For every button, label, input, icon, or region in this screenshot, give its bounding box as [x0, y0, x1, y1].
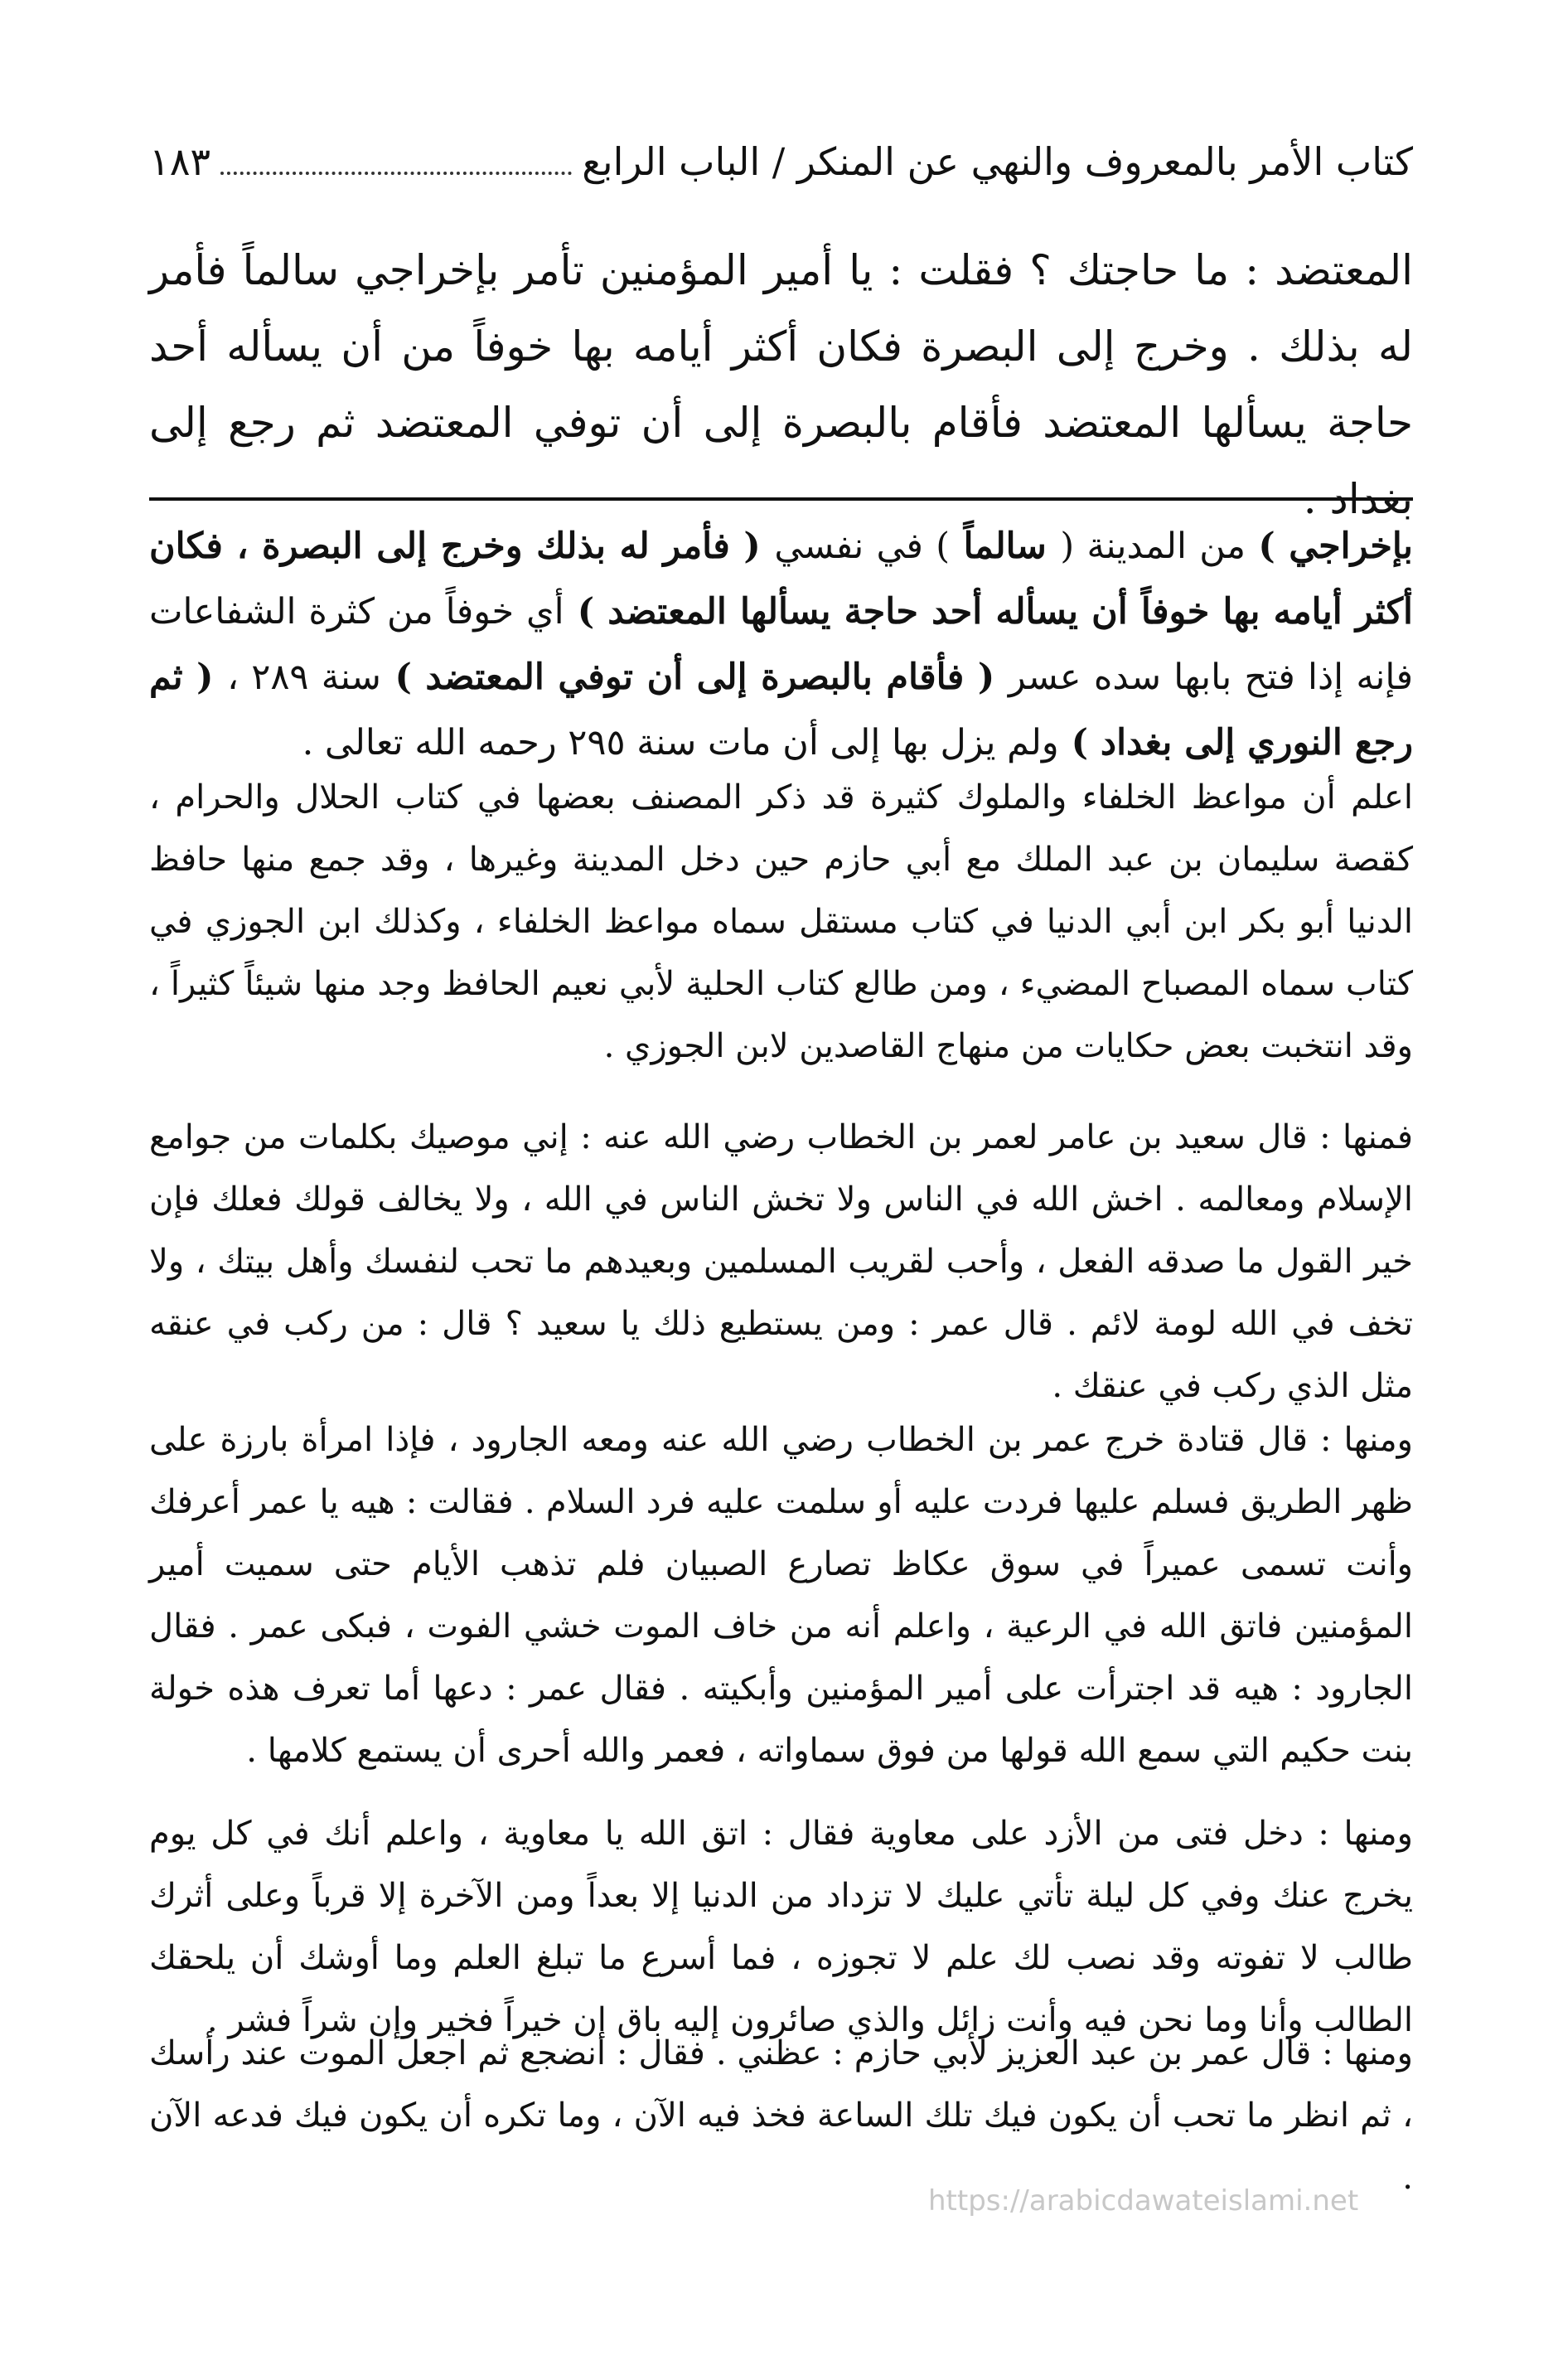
commentary-text: أي خوفاً من كثرة الشفاعات فإنه إذا فتح بابها سده عسر [149, 591, 1414, 698]
paragraph-1 [149, 767, 1413, 1078]
commentary-quote: ( فأمر له بذلك وخرج إلى البصرة ، فكان أكثر أيامه بها خوفاً أن يسأله أحد حاجة يسألها المعتضد ) [149, 526, 1414, 633]
commentary-quote: ( فأقام بالبصرة إلى أن توفي المعتضد ) [380, 657, 1009, 698]
commentary-quote: سالماً [950, 526, 1061, 567]
header-dot-leader [220, 148, 572, 175]
commentary-paragraph [149, 514, 1413, 776]
paragraph-text: ومنها : قال عمر بن عبد العزيز لأبي حازم : عظني . فقال : انضجع ثم اجعل الموت عند رأسك ، ثم انظر ما تحب أن يكون فيك تلك الساعة فخذ فيه الآن ، وما تكره أن يكون فيك فدعه الآن . [149, 2034, 1413, 2197]
paragraph-5 [149, 2023, 1413, 2209]
page-number: ١٨٣ [149, 139, 211, 184]
paragraph-text: فمنها : قال سعيد بن عامر لعمر بن الخطاب رضي الله عنه : إني موصيك بكلمات من جوامع الإسلام ومعالمه . اخش الله في الناس ولا تخش الناس في الله ، ولا يخالف قولك فعلك فإن خير القول ما صدقه الفعل ، وأحب لقريب المسلمين وبعيدهم ما تحب لنفسك وأهل بيتك ، ولا تخف في الله لومة لائم . قال عمر : ومن يستطيع ذلك يا سعيد ؟ قال : من ركب في عنقه مثل الذي ركب في عنقك . [149, 1118, 1413, 1405]
main-text-paragraph: المعتضد : ما حاجتك ؟ فقلت : يا أمير المؤمنين تأمر بإخراجي سالماً فأمر له بذلك . وخرج إلى البصرة فكان أكثر أيامه بها خوفاً من أن يسأله أحد حاجة يسألها المعتضد فأقام بالبصرة إلى أن توفي المعتضد ثم رجع إلى بغداد . [149, 246, 1413, 523]
paragraph-text: ومنها : قال قتادة خرج عمر بن الخطاب رضي الله عنه ومعه الجارود ، فإذا امرأة بارزة على ظهر الطريق فسلم عليها فردت عليه أو سلمت عليه فرد السلام . فقالت : هيه يا عمر أعرفك وأنت تسمى عميراً في سوق عكاظ تصارع الصبيان فلم تذهب الأيام حتى سميت أمير المؤمنين فاتق الله في الرعية ، واعلم أنه من خاف الموت خشي الفوت ، فبكى عمر . فقال الجارود : هيه قد اجترأت على أمير المؤمنين وأبكيته . فقال عمر : دعها أما تعرف هذه خولة بنت حكيم التي سمع الله قولها من فوق سماواته ، فعمر والله أحرى أن يستمع كلامها . [149, 1421, 1413, 1770]
watermark-url: https://arabicdawateislami.net [928, 2184, 1359, 2218]
commentary-text: ولم يزل بها إلى أن مات سنة ٢٩٥ رحمه الله تعالى . [302, 722, 1059, 763]
paragraph-2 [149, 1107, 1413, 1418]
running-title: كتاب الأمر بالمعروف والنهي عن المنكر / الباب الرابع [582, 139, 1413, 184]
commentary-text: سنة ٢٨٩ ، [227, 657, 381, 698]
paragraph-text: ومنها : دخل فتى من الأزد على معاوية فقال : اتق الله يا معاوية ، واعلم أنك في كل يوم يخرج عنك وفي كل ليلة تأتي عليك لا تزداد من الدنيا إلا بعداً ومن الآخرة إلا قرباً وعلى أثرك طالب لا تفوته وقد نصب لك علم لا تجوزه ، فما أسرع ما تبلغ العلم وما أوشك أن يلحقك الطالب وأنا وما نحن فيه وأنت زائل والذي صائرون إليه باق إن خيراً فخير وإن شراً فشر . [149, 1815, 1413, 2039]
commentary-quote: بإخراجي ) [1258, 526, 1413, 567]
paragraph-3 [149, 1409, 1413, 1782]
footnote-separator [149, 497, 1413, 501]
main-text [149, 232, 1413, 537]
commentary-quote: ( ثم رجع النوري إلى بغداد ) [149, 657, 1413, 763]
commentary-text: ) في نفسي [774, 526, 951, 567]
commentary-text: من المدينة ( [1060, 526, 1259, 567]
paragraph-4 [149, 1803, 1413, 2052]
running-header [149, 124, 1413, 199]
commentary-block [149, 514, 1413, 776]
paragraph-text: اعلم أن مواعظ الخلفاء والملوك كثيرة قد ذكر المصنف بعضها في كتاب الحلال والحرام ، كقصة سليمان بن عبد الملك مع أبي حازم حين دخل المدينة وغيرها ، وقد جمع منها حافظ الدنيا أبو بكر ابن أبي الدنيا في كتاب مستقل سماه مواعظ الخلفاء ، وكذلك ابن الجوزي في كتاب سماه المصباح المضيء ، ومن طالع كتاب الحلية لأبي نعيم الحافظ وجد منها شيئاً كثيراً ، وقد انتخبت بعض حكايات من منهاج القاصدين لابن الجوزي . [149, 778, 1413, 1065]
